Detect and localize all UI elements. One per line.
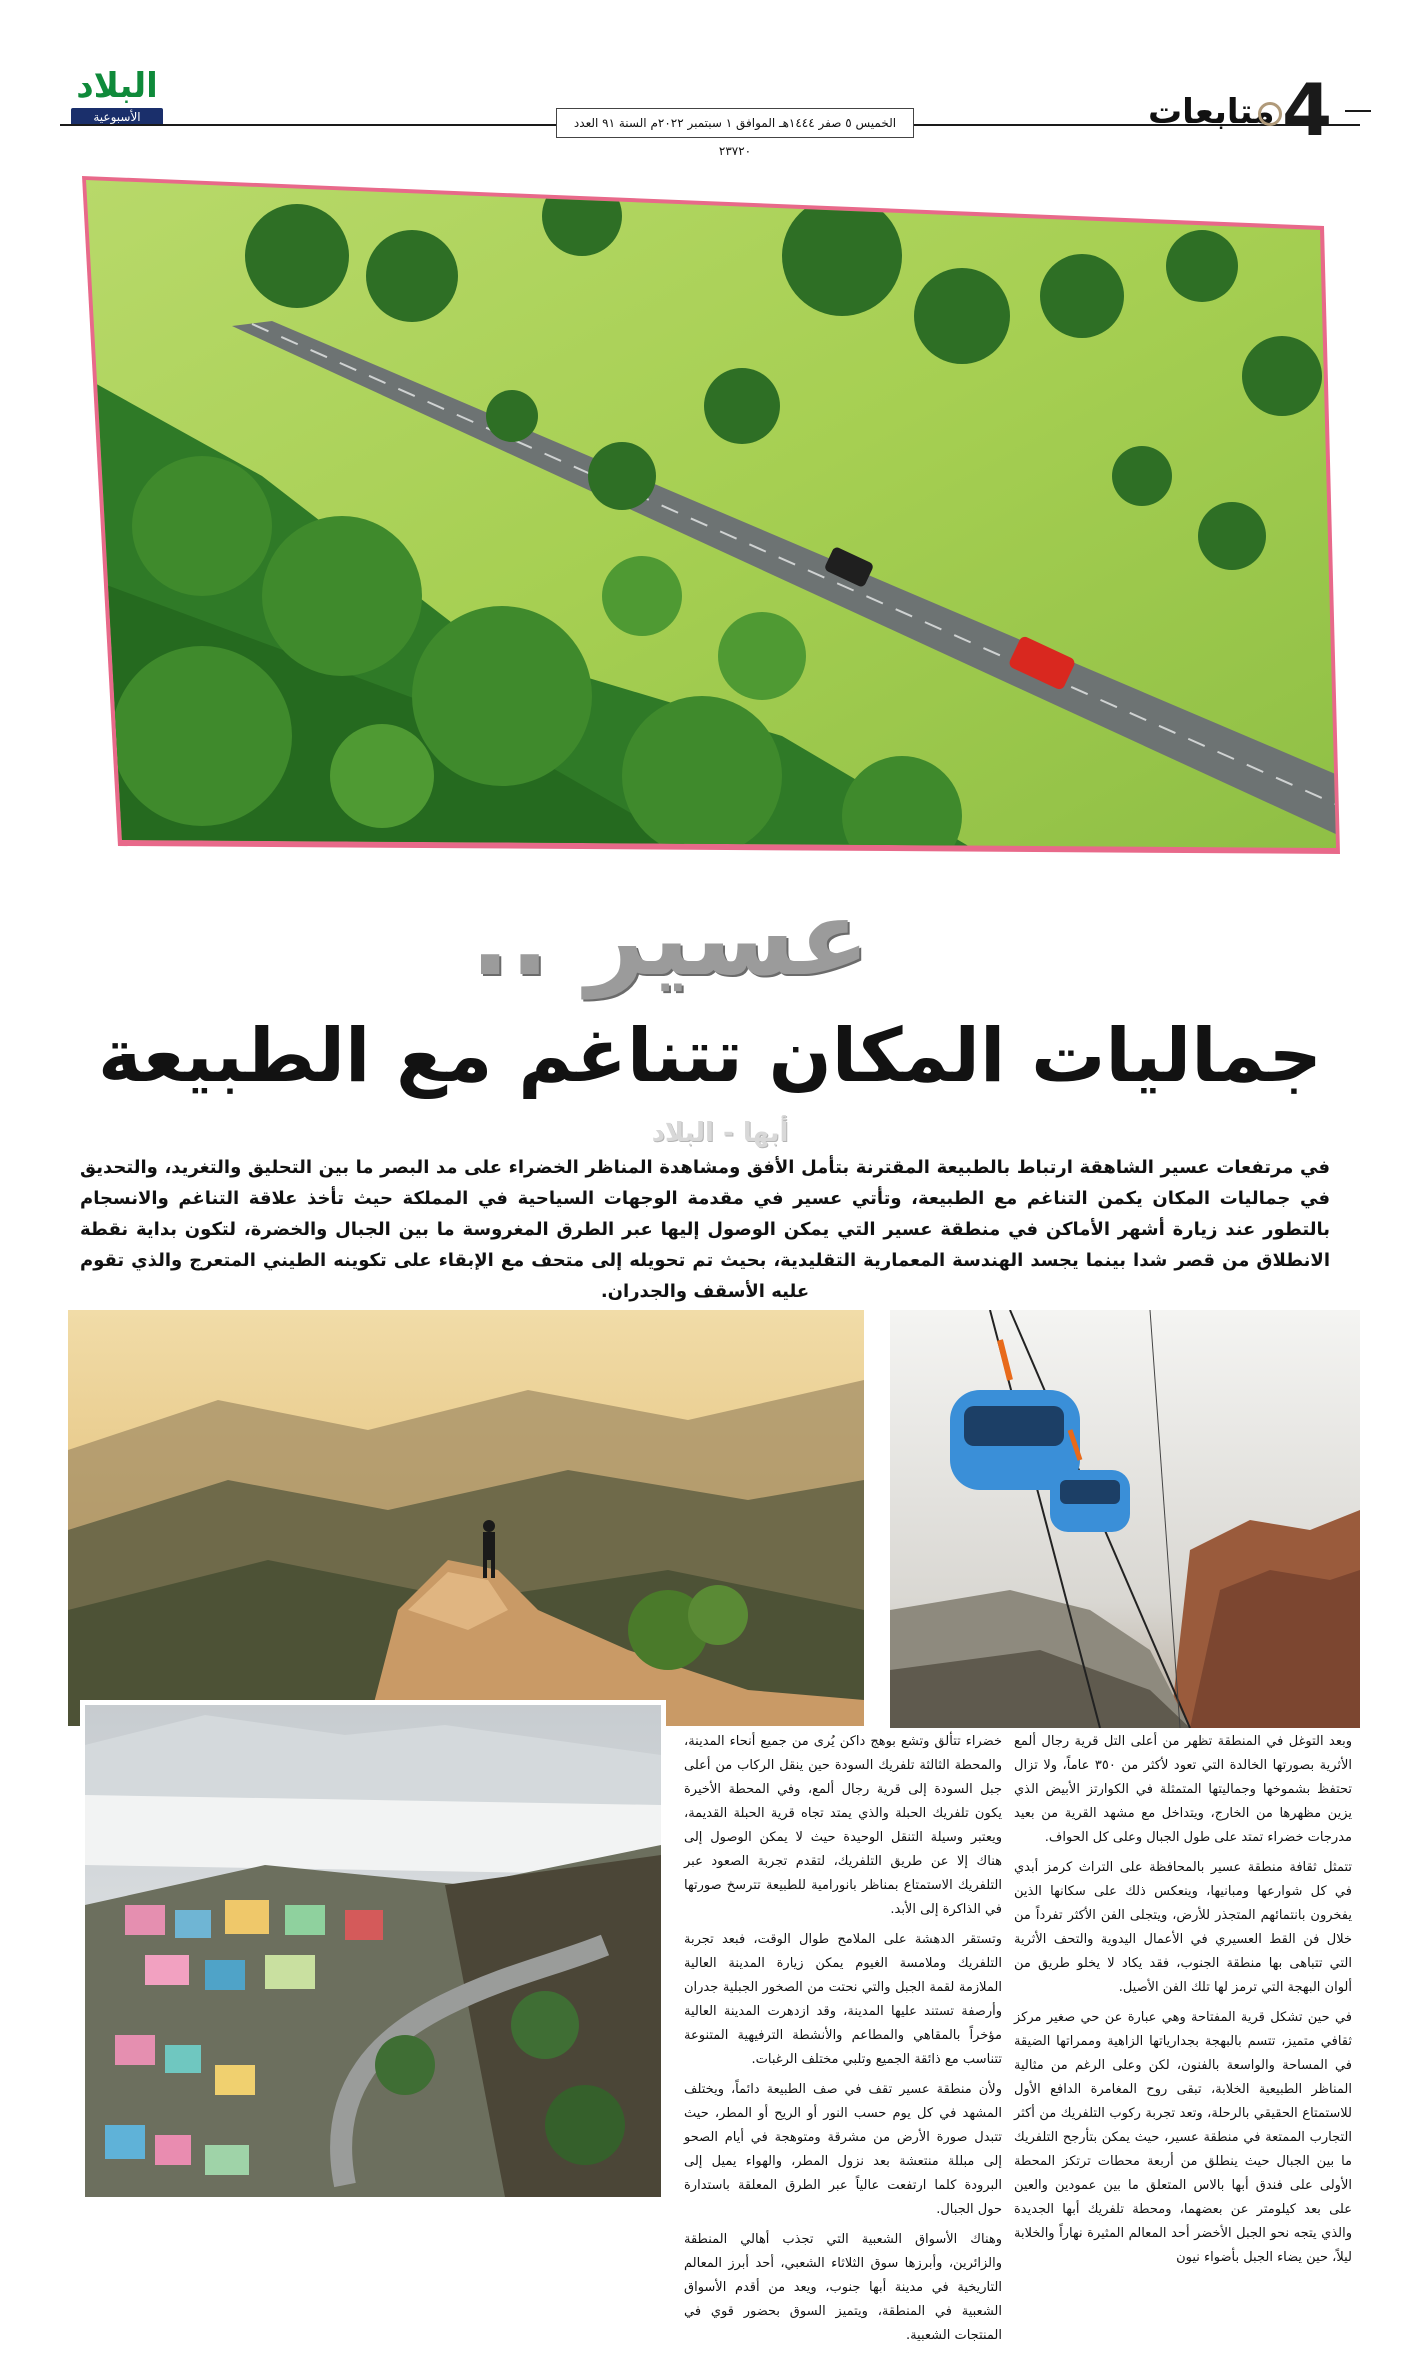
dateline: الخميس ٥ صفر ١٤٤٤هـ الموافق ١ سبتمبر ٢٠٢٢م السنة ٩١ العدد ٢٣٧٢٠ <box>556 108 914 138</box>
article-kicker: عسير .. <box>470 877 870 999</box>
logo-sub: الأسبوعية <box>71 108 163 126</box>
body-paragraph: في حين تشكل قرية المفتاحة وهي عبارة عن حي صغير مركز ثقافي متميز، تتسم بالبهجة بجدارياتها الزاهية وممراتها الضيقة في المساحة والواسعة بالفنون، لكن وعلى الرغم من مثالية المناظر الطبيعية الخلابة، تبقى روح المغامرة الدافع الأول للاستمتاع الحقيقي بالرحلة، وتعد تجربة ركوب التلفريك من أكثر التجارب الممتعة في منطقة عسير، حيث يمكن بتأرجح التلفريك ما بين الجبال حيث ينطلق من أربعة محطات ترتكز المحطة الأولى على فندق أبها بالاس المتعلق ما بين عمودين والعين على بعد كيلومتر عن بعضهما، ومحطة تلفريك أبها الجديدة والذي يتجه نحو الجبل الأخضر أحد المعالم المثيرة نهاراً والخلابة ليلاً، حين يضاء الجبل بأضواء نيون <box>1014 2010 1352 2265</box>
hero-image <box>82 176 1340 854</box>
newspaper-logo <box>62 66 172 128</box>
body-paragraph: وبعد التوغل في المنطقة تظهر من أعلى التل قرية رجال ألمع الأثرية بصورتها الخالدة التي تعود لأكثر من ٣٥٠ عاماً، ولا تزال تحتفظ بشموخها وجماليتها المتمثلة في الكوارتز الأبيض الذي يزين مظهرها من الخارج، ويتداخل مع مشهد القرية من بعيد مدرجات خضراء تمتد على طول الجبال وعلى كل الحواف. <box>1014 1734 1353 1845</box>
body-paragraph: وتستقر الدهشة على الملامح طوال الوقت، فبعد تجربة التلفريك وملامسة الغيوم يمكن زيارة المدينة العالية الملازمة لقمة الجبل والتي نحتت من الصخور الجبلية جدران وأرصفة تستند عليها المدينة، وقد ازدهرت المدينة العالية مؤخراً بالمقاهي والمطاعم والأنشطة الترفيهية المتنوعة تتناسب مع ذائقة الجميع وتلبي مختلف الرغبات. <box>684 1932 1002 2067</box>
logo-main: البلاد <box>76 66 158 106</box>
body-paragraph: وهناك الأسواق الشعبية التي تجذب أهالي المنطقة والزائرين، وأبرزها سوق الثلاثاء الشعبي، أحد أبرز المعالم التاريخية في مدينة أبها جنوب، ويعد من أقدم الأسواق الشعبية في المنطقة، ويتميز السوق بحضور قوي في المنتجات الشعبية. <box>684 2232 1002 2343</box>
article-lead: في مرتفعات عسير الشاهقة ارتباط بالطبيعة المقترنة بتأمل الأفق ومشاهدة المناظر الخضراء على مد البصر ما بين التحليق والتغريد، والتحديق في جماليات المكان يكمن التناغم مع الطبيعة، وتأتي عسير في مقدمة الوجهات السياحية في المملكة حيث تأخذ علاقة التناغم والانسجام بالتطور عند زيارة أشهر الأماكن في منطقة عسير التي يمكن الوصول إليها عبر الطرق المغروسة ما بين الجبال والخضرة، لتكون بداية نقطة الانطلاق من قصر شدا بينما يجسد الهندسة المعمارية التقليدية، بحيث تم تحويله إلى متحف مع الإبقاء على تكوينه الطيني المتعرج والذي تقوم عليه الأسقف والجدران. <box>80 1157 1330 1302</box>
body-column-right <box>1014 1730 1352 2276</box>
body-paragraph: تتمثل ثقافة منطقة عسير بالمحافظة على التراث كرمز أبدي في كل شوارعها ومبانيها، وينعكس ذلك على سكانها الذين يفخرون بانتمائهم المتجذر للأرض، ويتجلى الفن الأكثر تفرداً من خلال فن القط العسيري في الأعمال اليدوية والتحف الأثرية التي تتباهى بها منطقة الجنوب، فقد يكاد لا يخلو طريق من ألوان البهجة التي ترمز لها تلك الفن الأصيل. <box>1014 1860 1352 1995</box>
ornament-icon <box>1258 102 1282 126</box>
article-headline: جماليات المكان تتناغم مع الطبيعة <box>98 1013 1322 1099</box>
body-paragraph: خضراء تتألق وتشع بوهج داكن يُرى من جميع أنحاء المدينة، والمحطة الثالثة تلفريك السودة حين ينقل الركاب من أعلى جبل السودة إلى قرية رجال ألمع، وفي المحطة الأخيرة يكون تلفريك الحبلة والذي يمتد تجاه قرية الحبلة القديمة، ويعتبر وسيلة التنقل الوحيدة حيث لا يمكن الوصول إلى هناك إلا عن طريق التلفريك، لتقدم تجربة الصعود عبر التلفريك الاستمتاع بمناظر بانورامية للطبيعة تترسخ صورتها في الذاكرة إلى الأبد. <box>684 1734 1002 1917</box>
mountain-image <box>68 1310 864 1726</box>
cablecar-image <box>890 1310 1360 1728</box>
page-number: 4 <box>1282 68 1333 152</box>
body-paragraph: ولأن منطقة عسير تقف في صف الطبيعة دائماً، ويختلف المشهد في كل يوم حسب النور أو الريح أو المطر، حيث تتبدل صورة الأرض من مشرقة ومتوهجة في أيام الصحو إلى مبللة منتعشة بعد نزول المطر، والهواء يميل إلى البرودة كلما ارتفعت عالياً عبر الطرق المعلقة باستدارة حول الجبال. <box>684 2082 1002 2217</box>
article-byline: أبها - البلاد <box>651 1118 789 1148</box>
body-column-left <box>684 1730 1002 2354</box>
village-image <box>80 1700 666 2202</box>
section-name: متابعات <box>1148 92 1275 132</box>
ornament-dash <box>1345 110 1371 112</box>
